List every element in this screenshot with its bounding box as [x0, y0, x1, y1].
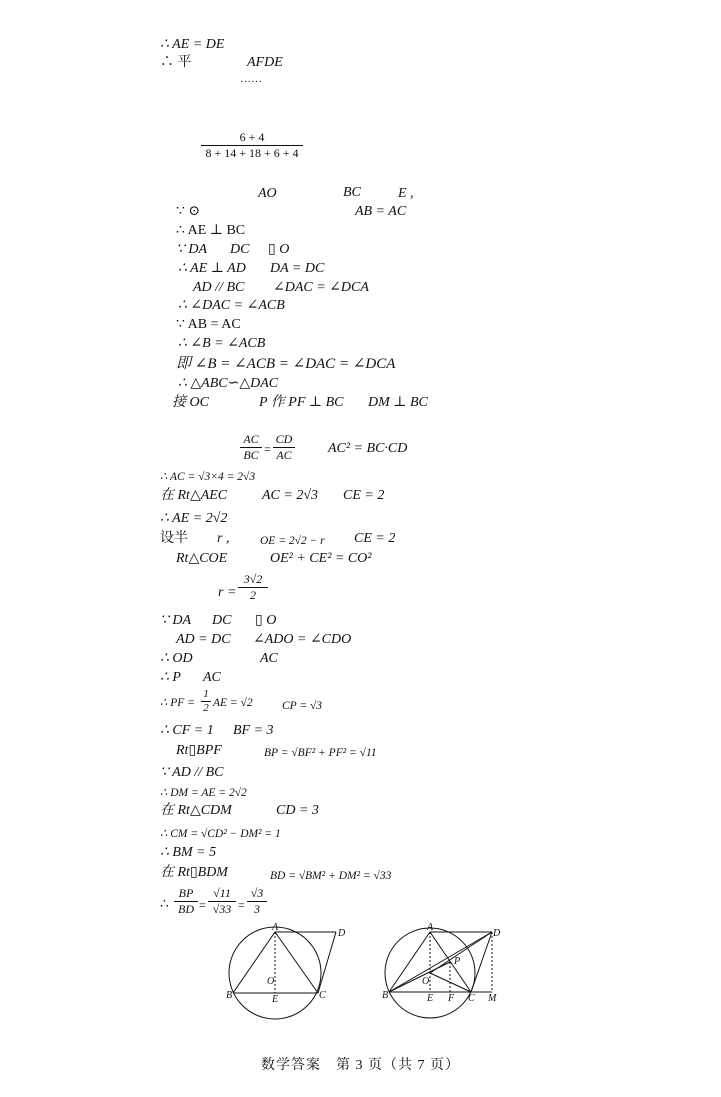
line-2: ∴ 平	[160, 55, 192, 70]
line-angle-dac-acb: ∴ ∠DAC = ∠ACB	[178, 298, 285, 313]
fig2-label-f: F	[448, 993, 455, 1004]
fraction-half-den: 2	[203, 702, 209, 714]
fraction-ac-bc-num: AC	[240, 432, 262, 448]
line-dm: ∴ DM = AE = 2√2	[160, 787, 247, 799]
line-rt-aec: 在 Rt△AEC	[160, 488, 228, 503]
fraction-ac-bc-den: BC	[243, 448, 259, 462]
line-cm: ∴ CM = √CD² − DM² = 1	[160, 828, 281, 840]
fraction-radius-den: 2	[250, 588, 256, 602]
fig1-line-ac	[275, 932, 318, 993]
fig2-line-bd	[389, 932, 492, 992]
fraction-3-den: 3	[254, 902, 260, 916]
fig2-label-a: A	[427, 922, 434, 933]
line-ae-ad: ∴ AE ⊥ AD	[178, 261, 246, 276]
line-ac-squared: AC² = BC·CD	[328, 441, 408, 456]
line-ce-2: CE = 2	[343, 488, 385, 503]
fig2-line-bp	[389, 962, 450, 992]
fig2-label-d: D	[493, 928, 501, 939]
line-ao: AO	[258, 186, 277, 201]
line-angle-chain: 即 ∠B = ∠ACB = ∠DAC = ∠DCA	[176, 356, 396, 372]
line-da-dc: DA = DC	[270, 261, 325, 276]
line-bc: BC	[343, 185, 361, 200]
equals-sign-3: =	[238, 898, 245, 912]
line-od: ∴ OD	[160, 651, 193, 666]
line-dc-2: DC	[212, 613, 232, 628]
line-angle-dac-dca: ∠DAC = ∠DCA	[273, 280, 369, 295]
ellipsis: ……	[240, 73, 262, 85]
fraction-cd-ac-den: AC	[276, 448, 292, 462]
line-ab-ac: AB = AC	[355, 204, 407, 219]
line-pythagoras-coe: OE² + CE² = CO²	[270, 551, 372, 566]
line-similar: ∴ △ABC∽△DAC	[178, 376, 279, 391]
line-2b: AFDE	[247, 55, 283, 70]
line-ad-parallel: AD // BC	[193, 280, 245, 295]
line-ac-2r3: AC = 2√3	[262, 488, 319, 503]
fig2-label-m: M	[488, 993, 497, 1004]
fraction-r11-num: √11	[208, 886, 236, 902]
line-ae-r2: AE = √2	[213, 697, 253, 709]
line-bd: BD = √BM² + DM² = √33	[270, 870, 392, 882]
fraction-cd-ac	[273, 432, 295, 463]
line-r-equals: r =	[218, 585, 237, 600]
fraction-radius	[238, 572, 268, 603]
fraction-half-num: 1	[201, 688, 211, 702]
line-ab-ac-2: ∵ AB = AC	[176, 317, 241, 332]
line-rt-bdm: 在 Rt▯BDM	[160, 865, 228, 880]
line-rt-bpf: Rt▯BPF	[176, 743, 222, 758]
fraction-half	[201, 688, 211, 715]
fraction-r3-3	[247, 886, 267, 917]
fig2-label-c: C	[468, 993, 475, 1004]
page-footer: 数学答案 第 3 页（共 7 页）	[261, 1058, 460, 1073]
line-angle-b: ∴ ∠B = ∠ACB	[178, 336, 266, 351]
line-rt-cdm: 在 Rt△CDM	[160, 803, 232, 818]
fig2-label-o: O	[422, 976, 430, 987]
line-let-radius: 设半	[160, 531, 188, 546]
fraction-probability	[201, 130, 303, 161]
line-circle-o-2: ▯ O	[255, 613, 277, 628]
fig2-label-b: B	[382, 990, 389, 1001]
line-cd-3: CD = 3	[276, 803, 319, 818]
line-oe: OE = 2√2 − r	[260, 535, 325, 547]
fraction-bp-bd	[174, 886, 198, 917]
line-ce-2b: CE = 2	[354, 531, 396, 546]
fraction-cd-ac-num: CD	[273, 432, 295, 448]
line-dc: DC	[230, 242, 250, 257]
fig1-label-o: O	[267, 976, 275, 987]
line-cp: CP = √3	[282, 700, 323, 712]
fraction-r11-r33	[208, 886, 236, 917]
line-pf-perp: P 作 PF ⊥ BC	[259, 395, 344, 410]
fraction-numerator: 6 + 4	[201, 130, 303, 146]
line-rt-coe: Rt△COE	[176, 551, 228, 566]
fig1-label-e: E	[272, 994, 279, 1005]
line-ae-perp: ∴ AE ⊥ BC	[176, 223, 246, 238]
line-connect-oc: 接 OC	[172, 395, 209, 410]
equals-sign-1: =	[264, 442, 271, 456]
line-ae-2r2: ∴ AE = 2√2	[160, 511, 228, 526]
line-because-circle: ∵ ⊙	[176, 204, 201, 219]
line-pf-equals: ∴ PF =	[160, 697, 195, 709]
line-circle-o: ▯ O	[268, 242, 290, 257]
equals-sign-2: =	[199, 898, 206, 912]
fig1-line-dc	[318, 932, 336, 993]
fraction-ac-bc	[240, 432, 262, 463]
line-bm: ∴ BM = 5	[160, 845, 217, 860]
geometry-figure-1	[226, 922, 356, 1025]
fig1-label-a: A	[272, 922, 279, 933]
line-therefore-final: ∴	[160, 897, 169, 912]
fig1-label-c: C	[319, 990, 326, 1001]
line-p: ∴ P	[160, 670, 181, 685]
line-da-2: ∵ DA	[160, 613, 192, 628]
line-r: r ,	[217, 531, 230, 546]
fraction-r33-den: √33	[212, 902, 232, 916]
line-bp: BP = √BF² + PF² = √11	[264, 747, 377, 759]
fig2-label-p: P	[454, 956, 461, 967]
line-ad-dc: AD = DC	[176, 632, 231, 647]
line-bf: BF = 3	[233, 723, 274, 738]
line-ac-value: ∴ AC = √3×4 = 2√3	[160, 471, 256, 483]
fraction-bd-den: BD	[178, 902, 194, 916]
line-ac-3: AC	[260, 651, 278, 666]
line-cf: ∴ CF = 1	[160, 723, 214, 738]
line-e: E ,	[398, 186, 414, 201]
fraction-radius-num: 3√2	[238, 572, 268, 588]
line-ac-4: AC	[203, 670, 221, 685]
line-1: ∴ AE = DE	[160, 37, 225, 52]
line-ad-parallel-2: ∵ AD // BC	[160, 765, 224, 780]
line-da: ∵ DA	[176, 242, 208, 257]
line-dm-perp: DM ⊥ BC	[368, 395, 428, 410]
fig1-label-d: D	[338, 928, 346, 939]
fig2-label-e: E	[427, 993, 434, 1004]
fig1-label-b: B	[226, 990, 233, 1001]
fraction-r3-num: √3	[247, 886, 267, 902]
geometry-figure-2	[380, 922, 510, 1025]
line-angle-ado: ∠ADO = ∠CDO	[253, 632, 352, 647]
fraction-bp-num: BP	[174, 886, 198, 902]
fraction-denominator: 8 + 14 + 18 + 6 + 4	[205, 146, 299, 160]
